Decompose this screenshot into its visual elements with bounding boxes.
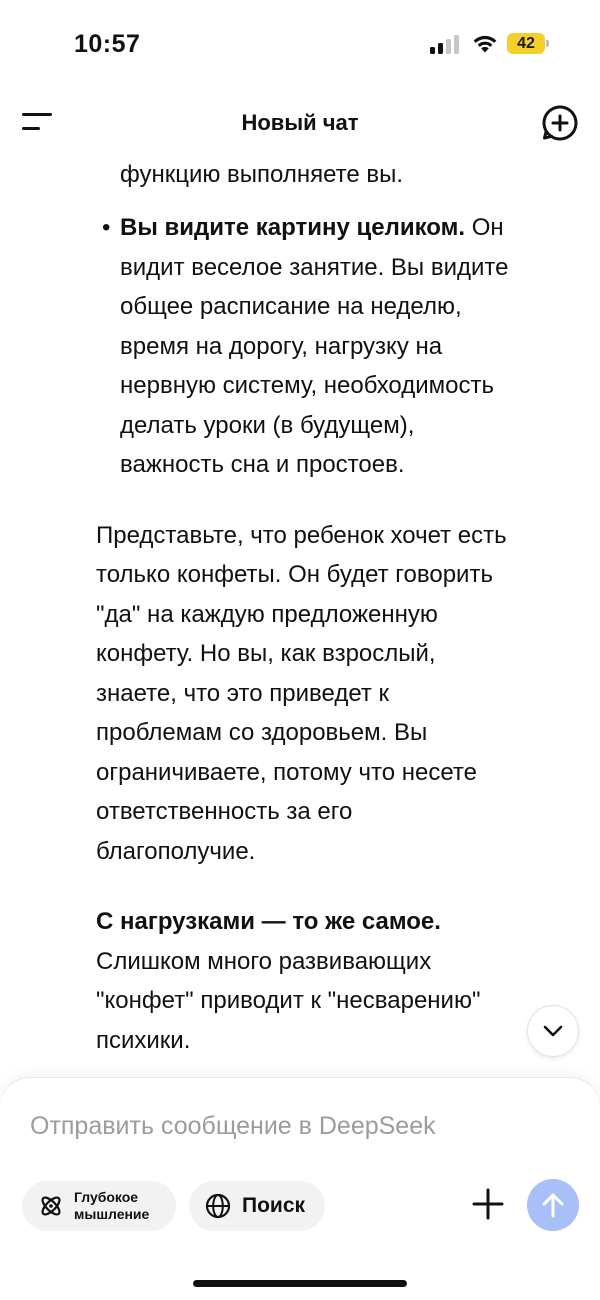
message-text-line: благополучие. bbox=[96, 838, 256, 865]
message-text-line: ограничиваете, потому что несете bbox=[96, 759, 477, 786]
message-text-line: функцию выполняете вы. bbox=[120, 161, 404, 188]
message-bold-line: С нагрузками — то же самое. bbox=[96, 908, 441, 935]
search-toggle[interactable] bbox=[189, 1181, 325, 1231]
plus-icon bbox=[470, 1186, 506, 1222]
chat-header bbox=[0, 96, 600, 152]
message-text-line: ответственность за его bbox=[96, 798, 353, 825]
battery-icon bbox=[507, 33, 551, 54]
bullet-bold-text: Вы видите картину целиком. bbox=[120, 214, 466, 241]
wifi-icon bbox=[471, 32, 499, 54]
bullet-text: Он bbox=[465, 214, 504, 241]
message-text-line: Слишком много развивающих bbox=[96, 948, 432, 975]
message-text-line: "да" на каждую предложенную bbox=[96, 601, 438, 628]
composer-panel bbox=[0, 1078, 600, 1300]
atom-icon bbox=[38, 1193, 64, 1219]
deep-think-label: Глубокое мышление bbox=[74, 1189, 150, 1222]
battery-level: 42 bbox=[507, 33, 545, 54]
message-text-line: только конфеты. Он будет говорить bbox=[96, 561, 493, 588]
assistant-message bbox=[0, 152, 600, 1072]
message-text-line: важность сна и простоев. bbox=[120, 451, 405, 478]
message-text-line: общее расписание на неделю, bbox=[120, 293, 462, 320]
message-text-line: знаете, что это приведет к bbox=[96, 680, 390, 707]
cellular-signal-icon bbox=[430, 34, 460, 54]
attach-button[interactable] bbox=[470, 1186, 506, 1222]
search-label: Поиск bbox=[242, 1194, 306, 1217]
message-text-line: делать уроки (в будущем), bbox=[120, 412, 415, 439]
new-chat-button[interactable] bbox=[541, 104, 579, 142]
status-time: 10:57 bbox=[74, 30, 141, 58]
chevron-down-icon bbox=[542, 1024, 564, 1038]
message-text-line: проблемам со здоровьем. Вы bbox=[96, 719, 428, 746]
message-text-line: нервную систему, необходимость bbox=[120, 372, 495, 399]
message-text-line: "конфет" приводит к "несварению" bbox=[96, 987, 481, 1014]
arrow-up-icon bbox=[541, 1192, 565, 1218]
message-text-line bbox=[120, 208, 504, 248]
message-input[interactable] bbox=[30, 1106, 570, 1146]
scroll-to-bottom-button[interactable] bbox=[527, 1005, 579, 1057]
globe-icon bbox=[205, 1193, 231, 1219]
message-text-line: конфету. Но вы, как взрослый, bbox=[96, 640, 436, 667]
new-chat-plus-circle-icon bbox=[541, 104, 579, 142]
bullet-point: • bbox=[102, 214, 111, 241]
deep-think-toggle[interactable] bbox=[22, 1181, 176, 1231]
message-text-line: психики. bbox=[96, 1027, 191, 1054]
message-text-line: время на дорогу, нагрузку на bbox=[120, 333, 443, 360]
home-indicator bbox=[193, 1280, 407, 1287]
page-title: Новый чат bbox=[241, 110, 359, 135]
send-button[interactable] bbox=[527, 1179, 579, 1231]
message-text-line: Представьте, что ребенок хочет есть bbox=[96, 522, 507, 549]
message-text-line: видит веселое занятие. Вы видите bbox=[120, 254, 509, 281]
status-bar bbox=[0, 0, 600, 90]
